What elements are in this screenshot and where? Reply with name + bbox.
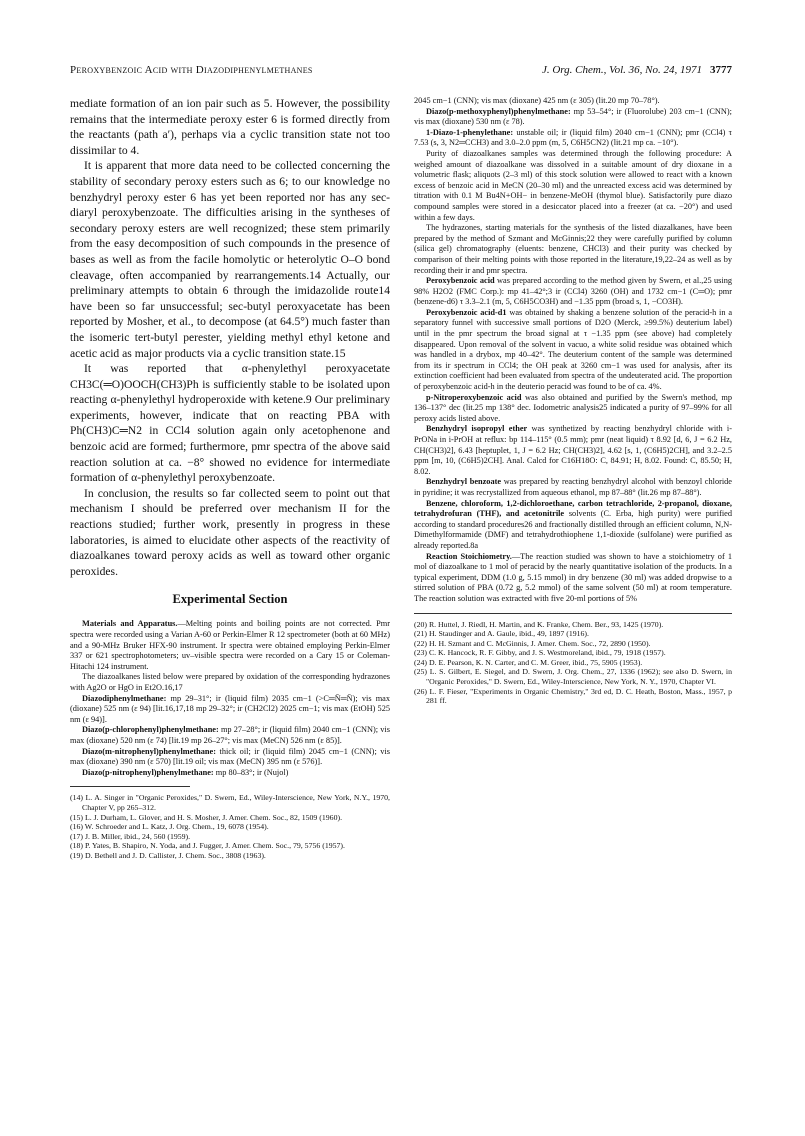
paragraph-text: mp 29–31°; ir (liquid film) 2035 cm−1 (>C═N̄═N̄); vis max (dioxane) 525 nm (ε 94) [lit.16,17,18 mp 29–32°; ir (CH2Cl2) 2025 cm−1; vis max (EtOH) 525 nm (ε 94)]. bbox=[70, 693, 390, 724]
paragraph-text: was obtained by shaking a benzene solution of the peracid-h in a separatory funnel with successive small portions of D2O (Merck, ≥99.5%) deuterium label) until in the pmr spectrum the broad signal at τ −1.35 ppm (see above) had completely disappeared. Upon removal of the solvent in vacuo, a white solid residue was obtained which was handled in a drybox, mp 40–42°. The deuterium content of the sample was determined from its ir spectrum in CCl4; the OH peak at 3260 cm−1 was used for analysis, after its extinction coefficient had been evaluated from spectra of the undeuterated acid. The proportion of peroxybenzoic acid-h in the deuterio peracid was found to be of ca. 4%. bbox=[414, 307, 733, 392]
paragraph-text: —Melting points and boiling points are not corrected. Pmr spectra were recorded using a Varian A-60 or Perkin-Elmer R 12 spectrometer (both at 60 MHz) and a 90-MHz Bruker HFX-90 instrument. Ir spectra were obtained employing Perkin-Elmer 337 or 621 spectrophotometers; uv–visible spectra were recorded on a Cary 15 or Coleman-Hitachi 124 instrument. bbox=[70, 619, 391, 671]
journal-citation bbox=[542, 64, 732, 76]
paragraph-text: thick oil; ir (liquid film) 2045 cm−1 (CNN); vis max (dioxane) 390 nm (ε 570) [lit.19 oil; vis max (MeCN) 395 nm (ε 576)]. bbox=[70, 746, 390, 767]
experimental-paragraph bbox=[70, 694, 390, 726]
paragraph-label: Benzhydryl benzoate bbox=[426, 477, 502, 487]
experimental-paragraph bbox=[414, 276, 732, 308]
paragraph-text: mp 27–28°; ir (liquid film) 2040 cm−1 (CNN); vis max (dioxane) 520 nm (ε 74) [lit.19 mp 26–27°; vis max (MeCN) 526 nm (ε 85)]. bbox=[70, 725, 390, 745]
body-paragraph: mediate formation of an ion pair such as 5. However, the possibility remains that the intermediate peroxy ester 6 is formed directly from the reactants (path a′), perhaps via a cyclic transition state not too dissimilar to 4. bbox=[70, 97, 390, 157]
paragraph-text: The diazoalkanes listed below were prepared by oxidation of the corresponding hydrazones with Ag2O or HgO in Et2O.16,17 bbox=[70, 672, 390, 692]
paragraph-label: Diazo(p-nitrophenyl)phenylmethane: bbox=[82, 767, 214, 777]
experimental-paragraph bbox=[70, 747, 390, 768]
experimental-paragraph bbox=[414, 477, 732, 498]
journal-name: J. Org. Chem., Vol. 36, No. 24, 1971 bbox=[541, 64, 702, 76]
experimental-paragraph bbox=[70, 619, 390, 672]
experimental-paragraph bbox=[414, 393, 732, 425]
footnote: (26) L. F. Fieser, "Experiments in Organic Chemistry," 3rd ed, D. C. Heath, Boston, Mass., 1957, p 281 ff. bbox=[414, 686, 732, 706]
footnote: (20) R. Huttel, J. Riedl, H. Martin, and K. Franke, Chem. Ber., 93, 1425 (1970). bbox=[414, 619, 664, 629]
paragraph-label: Diazo(p-methoxyphenyl)phenylmethane: bbox=[426, 106, 571, 116]
paragraph-text: 2045 cm−1 (CNN); vis max (dioxane) 425 nm (ε 305) (lit.20 mp 70–78°). bbox=[414, 96, 660, 105]
paragraph-text: mp 53–54°; ir (Fluorolube) 203 cm−1 (CNN); vis max (dioxane) 530 nm (ε 78). bbox=[414, 106, 732, 127]
paragraph-label: Reaction Stoichiometry. bbox=[426, 551, 512, 561]
experimental-paragraph bbox=[70, 672, 390, 693]
footnote: (21) H. Staudinger and A. Gaule, ibid., 49, 1897 (1916). bbox=[414, 629, 589, 639]
paragraph-label: Benzene, chloroform, 1,2-dichloroethane, carbon tetrachloride, 2-propanol, dioxane, tetrahydrofuran (THF), and acetonitrile bbox=[414, 498, 732, 519]
paragraph-label: Diazo(m-nitrophenyl)phenylmethane: bbox=[82, 746, 216, 756]
footnote-divider bbox=[70, 786, 190, 787]
footnote: (15) L. J. Durham, L. Glover, and H. S. Mosher, J. Amer. Chem. Soc., 82, 1509 (1960). bbox=[70, 812, 343, 822]
running-title: Peroxybenzoic Acid with Diazodiphenylmethanes bbox=[70, 64, 313, 76]
footnote: (17) J. B. Miller, ibid., 24, 560 (1959). bbox=[70, 831, 191, 841]
experimental-paragraph bbox=[414, 96, 732, 107]
footnote: (22) H. H. Szmant and C. McGinnis, J. Amer. Chem. Soc., 72, 2890 (1950). bbox=[414, 638, 651, 648]
paragraph-label: Peroxybenzoic acid-d1 bbox=[426, 307, 507, 317]
experimental-paragraph bbox=[414, 499, 732, 552]
paragraph-label: Peroxybenzoic acid bbox=[426, 276, 495, 286]
footnote: (16) W. Schroeder and L. Katz, J. Org. Chem., 19, 6078 (1954). bbox=[70, 822, 269, 832]
body-paragraph: In conclusion, the results so far collected seem to point out that mechanism I should be preferred over mechanism II for the reactions studied; further work, presently in progress in these laboratories, is aimed to elucidate other aspects of the reactivity of diazoalkanes toward peroxy acids as well as toward other organic peroxides. bbox=[70, 486, 390, 578]
right-column bbox=[414, 96, 732, 706]
paragraph-text: was synthetized by reacting benzhydryl chloride with i-PrONa in i-PrOH at reflux: bp 114–115° (0.5 mm); pmr (neat liquid) τ 8.92 [d, 6, J = 6.2 Hz, CH(CH3)2], 6.43 [heptuplet, 1, J = 6.2 Hz; CH(CH3)2], 4.62 [s, 1, (C6H5)2CH], and 3.2–2.5 ppm [m, 10, (C6H5)2CH]. Anal. Calcd for C16H18O: C, 84.91; H, 8.02. Found: C, 85.50; H, 8.02. bbox=[414, 424, 733, 476]
paragraph-text: was prepared by reacting benzhydryl alcohol with benzoyl chloride in pyridine; it was recrystallized from aqueous ethanol, mp 87–88° (lit.26 mp 87–88°). bbox=[414, 477, 732, 497]
experimental-paragraph bbox=[414, 552, 732, 605]
experimental-paragraph bbox=[414, 128, 732, 149]
paragraph-label: Benzhydryl isopropyl ether bbox=[426, 424, 528, 434]
paragraph-text: Purity of diazoalkanes samples was determined through the following procedure: A weighed amount of diazoalkane was dissolved in a suitable amount of dry dioxane in a volumetric flask; aliquots (2–3 ml) of this stock solution were allowed to react with a known excess of benzoic acid in MeCN (20–30 ml) and the unreacted excess acid was determined by titration with 0.1 M Bu4N+OH− in benzene-MeOH (thymol blue). Satisfactorily pure diazo compound samples were stored in a desiccator placed into a freezer (at ca. −20°) and used within a few days. bbox=[414, 148, 732, 222]
paragraph-label: p-Nitroperoxybenzoic acid bbox=[426, 392, 522, 402]
experimental-paragraph bbox=[414, 149, 732, 223]
experimental-paragraph bbox=[414, 107, 732, 128]
paragraph-label: Diazodiphenylmethane: bbox=[82, 693, 167, 703]
paragraph-text: The hydrazones, starting materials for the synthesis of the listed diazalkanes, have been prepared by the method of Szmant and McGinnis;22 they were carefully purified by column (silica gel) chromatography (eluents: benzene, CHCl3) and their purity was checked by comparison of their melting points with those reported in the literature,19,22–24 as well as by recording their ir and pmr spectra. bbox=[414, 223, 732, 275]
body-paragraph: It is apparent that more data need to be collected concerning the stability of secondary peroxy esters such as 6; to our knowledge no benzhydryl peroxy ester 6 has yet been reported nor has any sec-diaryl peroxybenzoate. The difficulties arising in the syntheses of secondary peroxy esters are well recognized; these stem primarily from the easy decomposition of such compounds in the presence of bases as well as from the facile homolytic or heterolytic O–O bond cleavage, often accompanied by rearrangements.14 Actually, our preliminary attempts to obtain 6 through the imidazolide route14 have been so far unsuccessful; sec-butyl peroxyacetate has been reported by Mosher, et al., to decompose (at 64.5°) much faster than the isomeric tert-butyl perester, yielding methyl ethyl ketone and acetic acid as major products via a cyclic transition state.15 bbox=[70, 159, 390, 360]
paragraph-label: Materials and Apparatus. bbox=[82, 619, 178, 629]
paragraph-text: was prepared according to the method given by Swern, et al.,25 using 98% H2O2 (FMC Corp.): mp 41–42°;3 ir (CCl4) 3260 (OH) and 1732 cm−1 (C═O); pmr (benzene-d6) τ 3.3–2.1 (m, 5, C6H5CO3H) and −1.35 ppm (broad s, 1, −CO3H). bbox=[414, 276, 732, 307]
footnote: (19) D. Bethell and J. D. Callister, J. Chem. Soc., 3808 (1963). bbox=[70, 850, 266, 860]
paragraph-label: Diazo(p-chlorophenyl)phenylmethane: bbox=[82, 725, 219, 735]
paragraph-text: mp 80–83°; ir (Nujol) bbox=[213, 767, 289, 777]
experimental-paragraph bbox=[70, 768, 390, 779]
page-number: 3777 bbox=[710, 64, 732, 76]
experimental-paragraph bbox=[414, 424, 732, 477]
footnote-divider bbox=[414, 613, 732, 614]
footnote: (24) D. E. Pearson, K. N. Carter, and C. M. Greer, ibid., 75, 5905 (1953). bbox=[414, 657, 643, 667]
footnote: (18) P. Yates, B. Shapiro, N. Yoda, and J. Fugger, J. Amer. Chem. Soc., 79, 5756 (1957). bbox=[70, 841, 345, 851]
left-column bbox=[70, 96, 390, 860]
running-header bbox=[70, 64, 732, 80]
experimental-paragraph bbox=[414, 223, 732, 276]
experimental-paragraph bbox=[70, 725, 390, 746]
paragraph-label: 1-Diazo-1-phenylethane: bbox=[426, 127, 514, 137]
footnote: (14) L. A. Singer in "Organic Peroxides," D. Swern, Ed., Wiley-Interscience, New York, N.Y., 1970, Chapter V, pp 265–312. bbox=[70, 793, 390, 812]
paragraph-text: —The reaction studied was shown to have a stoichiometry of 1 mol of diazoalkane to 1 mol of peracid by the nearly quantitative isolation of the products. In a typical experiment, DDM (1.0 g, 5.15 mmol) in dry benzene (30 ml) was added dropwise to a stirred solution of PBA (0.72 g, 5.2 mmol) of the same solvent (50 ml) at room temperature. The reaction solution was extracted with five 20-ml portions of 5% bbox=[414, 551, 732, 603]
paragraph-text: solvents (C. Erba, high purity) were purified according to standard procedures26 and fractionally distilled through an efficient column, N,N-Dimethylformamide (DMF) and tetrahydrothiophene 1,1-dioxide (sulfolane) were purified as already reported.8a bbox=[414, 509, 732, 550]
paragraph-text: unstable oil; ir (liquid film) 2040 cm−1 (CNN); pmr (CCl4) τ 7.53 (s, 3, N2═CCH3) and 3.0–2.0 ppm (m, 5, C6H5CN2) (lit.21 mp ca. −10°). bbox=[414, 127, 732, 148]
footnote: (23) C. K. Hancock, R. F. Gibby, and J. S. Westmoreland, ibid., 79, 1918 (1957). bbox=[414, 648, 666, 658]
paragraph-text: was also obtained and purified by the Swern's method, mp 136–137° dec (lit.25 mp 138° dec. Iodometric analysis25 indicated a purity of 97–99% for all peroxy acids listed above. bbox=[414, 392, 732, 423]
footnote: (25) L. S. Gilbert, E. Siegel, and D. Swern, J. Org. Chem., 27, 1336 (1962); see also D. Swern, in "Organic Peroxides," D. Swern, Ed., Wiley-Interscience, New York, N. Y., 1970, Chapter VI. bbox=[414, 667, 732, 687]
experimental-paragraph bbox=[414, 308, 732, 393]
body-paragraph: It was reported that α-phenylethyl peroxyacetate CH3C(═O)OOCH(CH3)Ph is sufficiently stable to be isolated upon reacting α-phenylethyl hydroperoxide with ketene.9 Our preliminary experiments, however, indicate that on reacting PBA with Ph(CH3)C═N2 in CCl4 solution again only acetophenone and benzoic acid are formed; furthermore, pmr spectra of the above said reaction solution at ca. −8° showed no evidence for intermediate formation of α-phenylethyl peroxybenzoate. bbox=[70, 362, 390, 485]
section-heading: Experimental Section bbox=[172, 592, 288, 607]
